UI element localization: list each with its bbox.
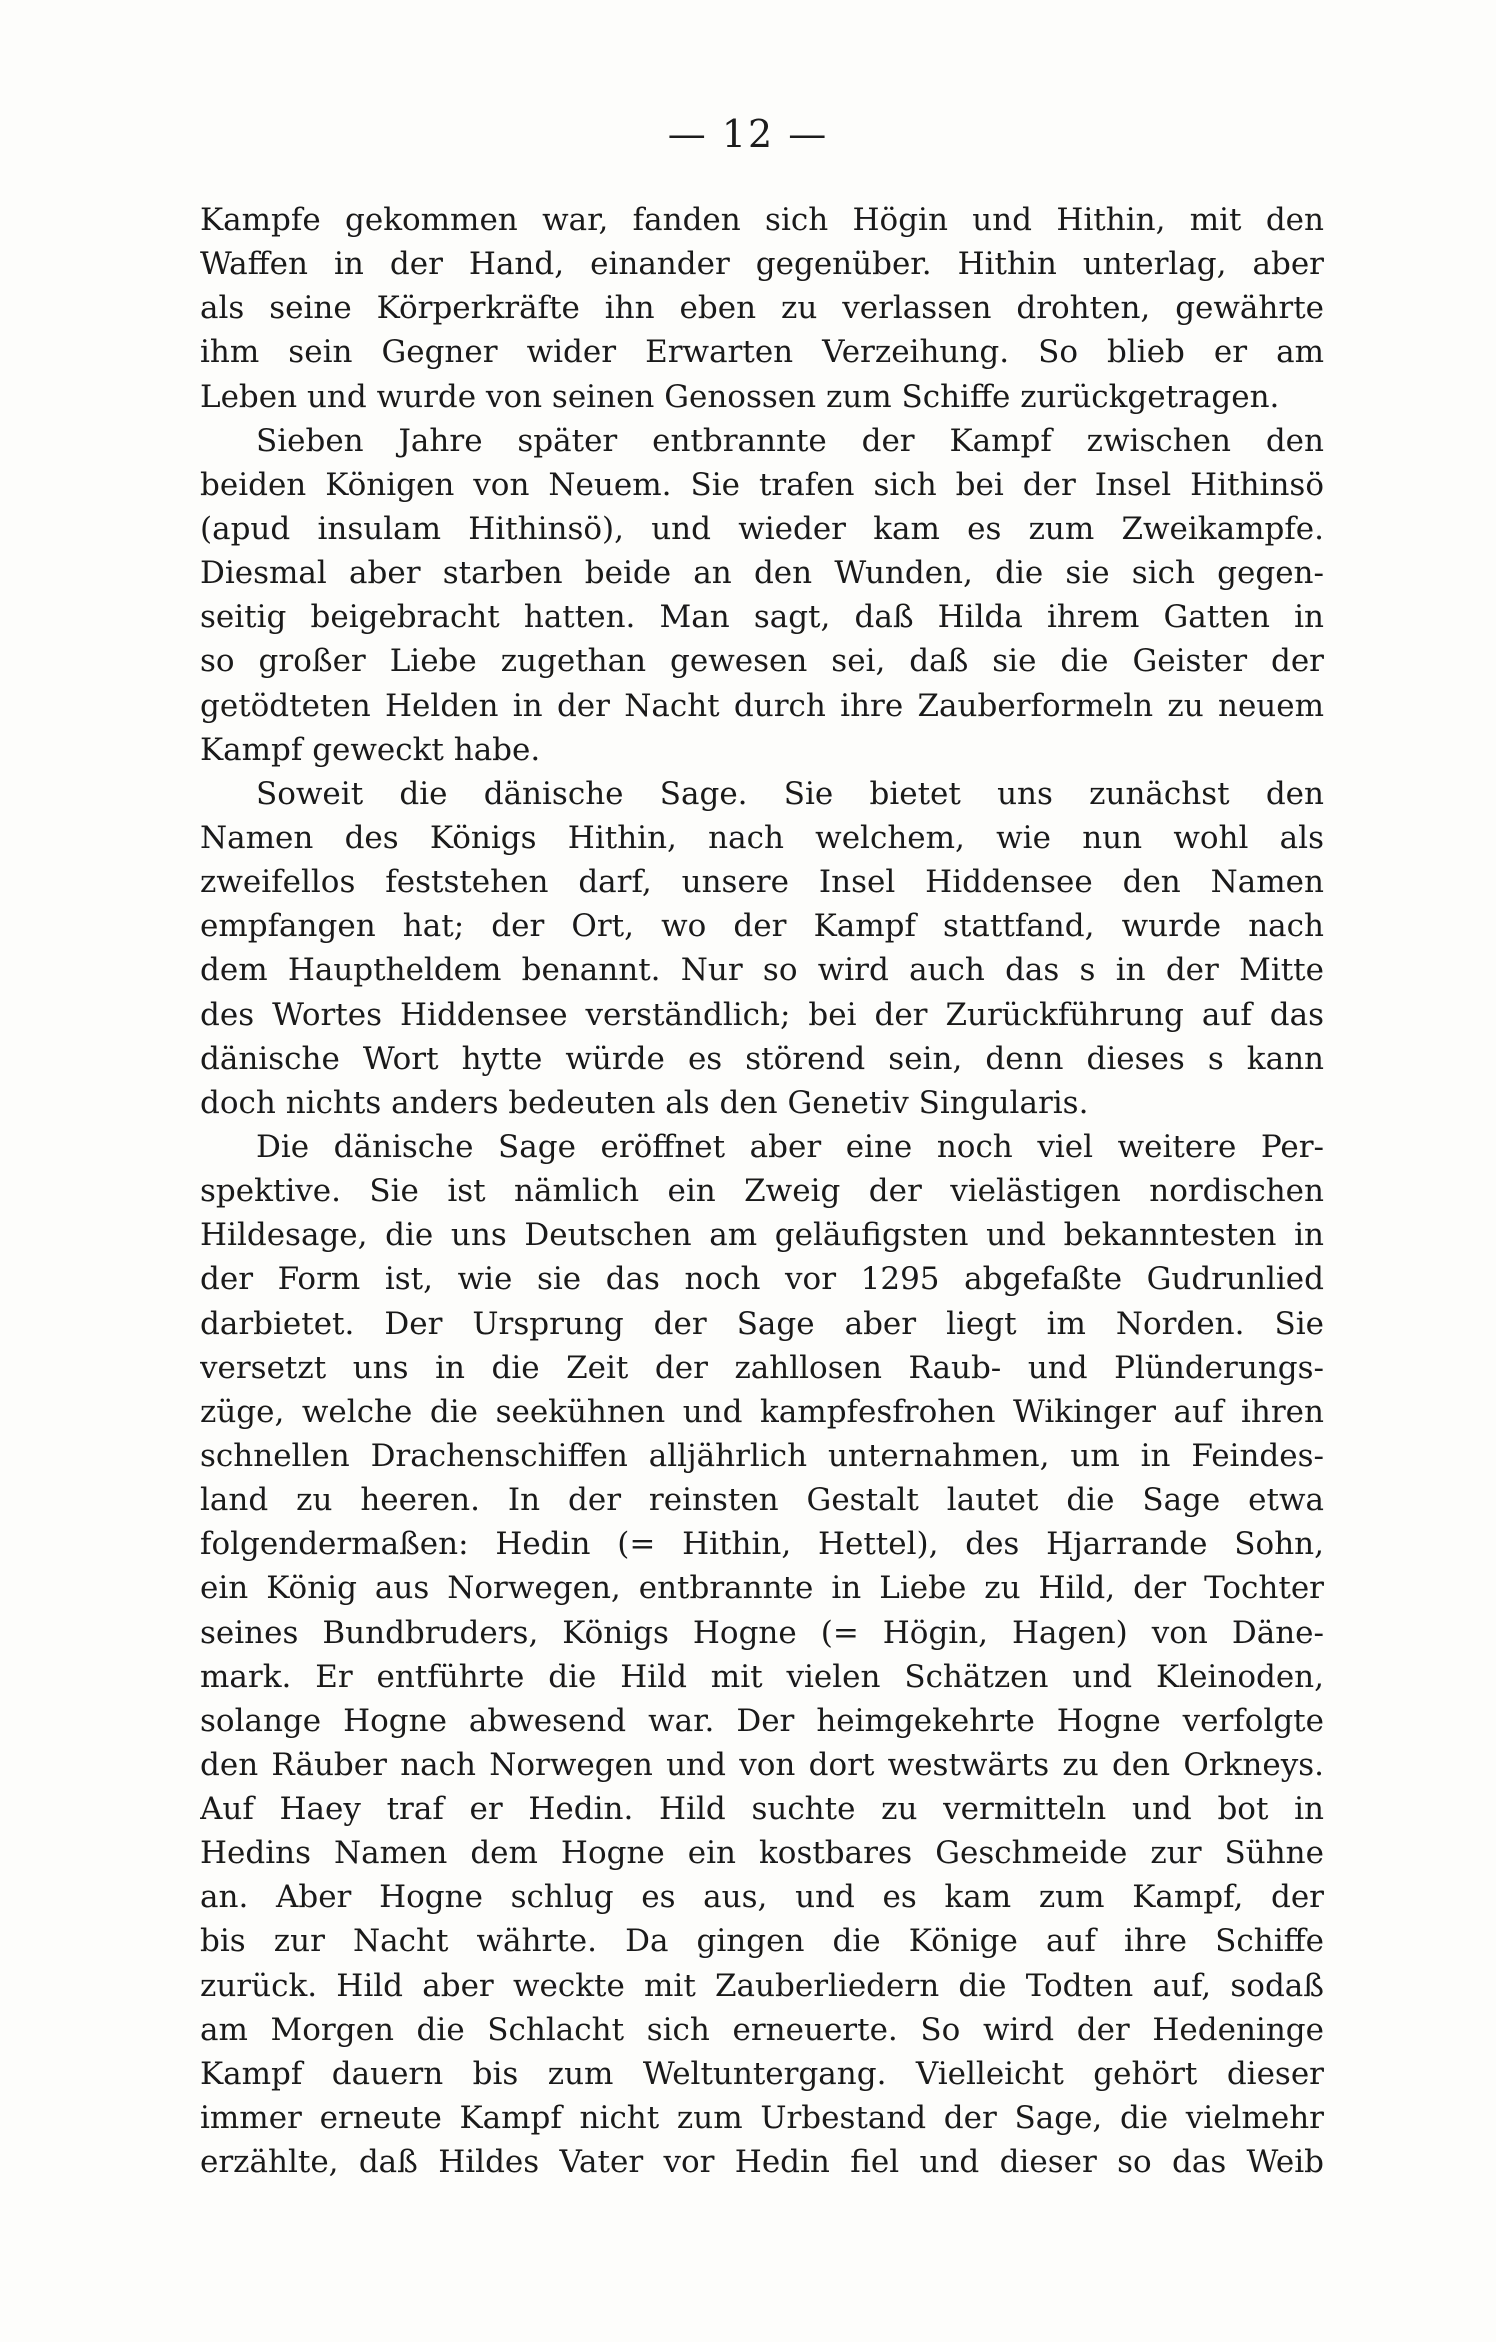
text-line: Hildesage, die uns Deutschen am geläufigsten und bekanntesten in xyxy=(200,1217,1324,1254)
body-text xyxy=(200,198,1324,2184)
text-line: schnellen Drachenschiffen alljährlich unternahmen, um in Feindes- xyxy=(200,1437,1324,1474)
text-line: Hedins Namen dem Hogne ein kostbares Geschmeide zur Sühne xyxy=(200,1835,1324,1872)
text-line: versetzt uns in die Zeit der zahllosen Raub- und Plünderungs- xyxy=(200,1349,1324,1386)
text-line: Kampf dauern bis zum Weltuntergang. Vielleicht gehört dieser xyxy=(200,2055,1324,2092)
text-line: als seine Körperkräfte ihn eben zu verlassen drohten, gewährte xyxy=(200,290,1324,327)
text-line: darbietet. Der Ursprung der Sage aber liegt im Norden. Sie xyxy=(200,1305,1324,1342)
text-line: spektive. Sie ist nämlich ein Zweig der vielästigen nordischen xyxy=(200,1173,1324,1210)
text-line: empfangen hat; der Ort, wo der Kampf stattfand, wurde nach xyxy=(200,908,1324,945)
text-line: erzählte, daß Hildes Vater vor Hedin fiel und dieser so das Weib xyxy=(200,2144,1324,2181)
text-line: immer erneute Kampf nicht zum Urbestand der Sage, die vielmehr xyxy=(200,2100,1324,2137)
text-line: an. Aber Hogne schlug es aus, und es kam zum Kampf, der xyxy=(200,1879,1324,1916)
text-line: züge, welche die seekühnen und kampfesfrohen Wikinger auf ihren xyxy=(200,1393,1324,1430)
text-line: doch nichts anders bedeuten als den Genetiv Singularis. xyxy=(200,1084,1089,1121)
text-line: Leben und wurde von seinen Genossen zum Schiffe zurückgetragen. xyxy=(200,378,1280,415)
text-line: getödteten Helden in der Nacht durch ihre Zauberformeln zu neuem xyxy=(200,687,1324,724)
text-line: mark. Er entführte die Hild mit vielen Schätzen und Kleinoden, xyxy=(200,1658,1324,1695)
text-line: seitig beigebracht hatten. Man sagt, daß Hilda ihrem Gatten in xyxy=(200,599,1324,636)
text-line: am Morgen die Schlacht sich erneuerte. So wird der Hedeninge xyxy=(200,2011,1324,2048)
text-line: Diesmal aber starben beide an den Wunden, die sie sich gegen- xyxy=(200,555,1324,592)
text-line: Namen des Königs Hithin, nach welchem, wie nun wohl als xyxy=(200,819,1324,856)
text-line: der Form ist, wie sie das noch vor 1295 abgefaßte Gudrunlied xyxy=(200,1261,1324,1298)
text-line: land zu heeren. In der reinsten Gestalt lautet die Sage etwa xyxy=(200,1482,1324,1519)
text-line: zweifellos feststehen darf, unsere Insel Hiddensee den Namen xyxy=(200,864,1324,901)
text-line: ein König aus Norwegen, entbrannte in Liebe zu Hild, der Tochter xyxy=(200,1570,1324,1607)
text-line: folgendermaßen: Hedin (= Hithin, Hettel), des Hjarrande Sohn, xyxy=(200,1526,1324,1563)
text-line: Die dänische Sage eröffnet aber eine noch viel weitere Per- xyxy=(256,1128,1324,1165)
text-line: den Räuber nach Norwegen und von dort westwärts zu den Orkneys. xyxy=(200,1746,1324,1783)
text-line: seines Bundbruders, Königs Hogne (= Högin, Hagen) von Däne- xyxy=(200,1614,1324,1651)
text-line: bis zur Nacht währte. Da gingen die Könige auf ihre Schiffe xyxy=(200,1923,1324,1960)
text-line: ihm sein Gegner wider Erwarten Verzeihung. So blieb er am xyxy=(200,334,1324,371)
text-line: (apud insulam Hithinsö), und wieder kam es zum Zweikampfe. xyxy=(200,510,1324,547)
text-line: Kampf geweckt habe. xyxy=(200,731,541,768)
page-number: — 12 — xyxy=(667,112,829,156)
text-line: Soweit die dänische Sage. Sie bietet uns zunächst den xyxy=(256,775,1324,812)
text-line: Auf Haey traf er Hedin. Hild suchte zu vermitteln und bot in xyxy=(200,1791,1324,1828)
text-line: solange Hogne abwesend war. Der heimgekehrte Hogne verfolgte xyxy=(200,1702,1324,1739)
text-line: beiden Königen von Neuem. Sie trafen sich bei der Insel Hithinsö xyxy=(200,466,1324,503)
text-line: zurück. Hild aber weckte mit Zauberliedern die Todten auf, sodaß xyxy=(200,1967,1324,2004)
text-line: so großer Liebe zugethan gewesen sei, daß sie die Geister der xyxy=(200,643,1324,680)
text-line: dem Hauptheldem benannt. Nur so wird auch das s in der Mitte xyxy=(200,952,1324,989)
text-line: des Wortes Hiddensee verständlich; bei der Zurückführung auf das xyxy=(200,996,1324,1033)
text-line: Waffen in der Hand, einander gegenüber. Hithin unterlag, aber xyxy=(200,246,1324,283)
text-line: Sieben Jahre später entbrannte der Kampf zwischen den xyxy=(256,422,1324,459)
text-line: Kampfe gekommen war, fanden sich Högin und Hithin, mit den xyxy=(200,202,1324,238)
text-line: dänische Wort hytte würde es störend sein, denn dieses s kann xyxy=(200,1040,1324,1077)
